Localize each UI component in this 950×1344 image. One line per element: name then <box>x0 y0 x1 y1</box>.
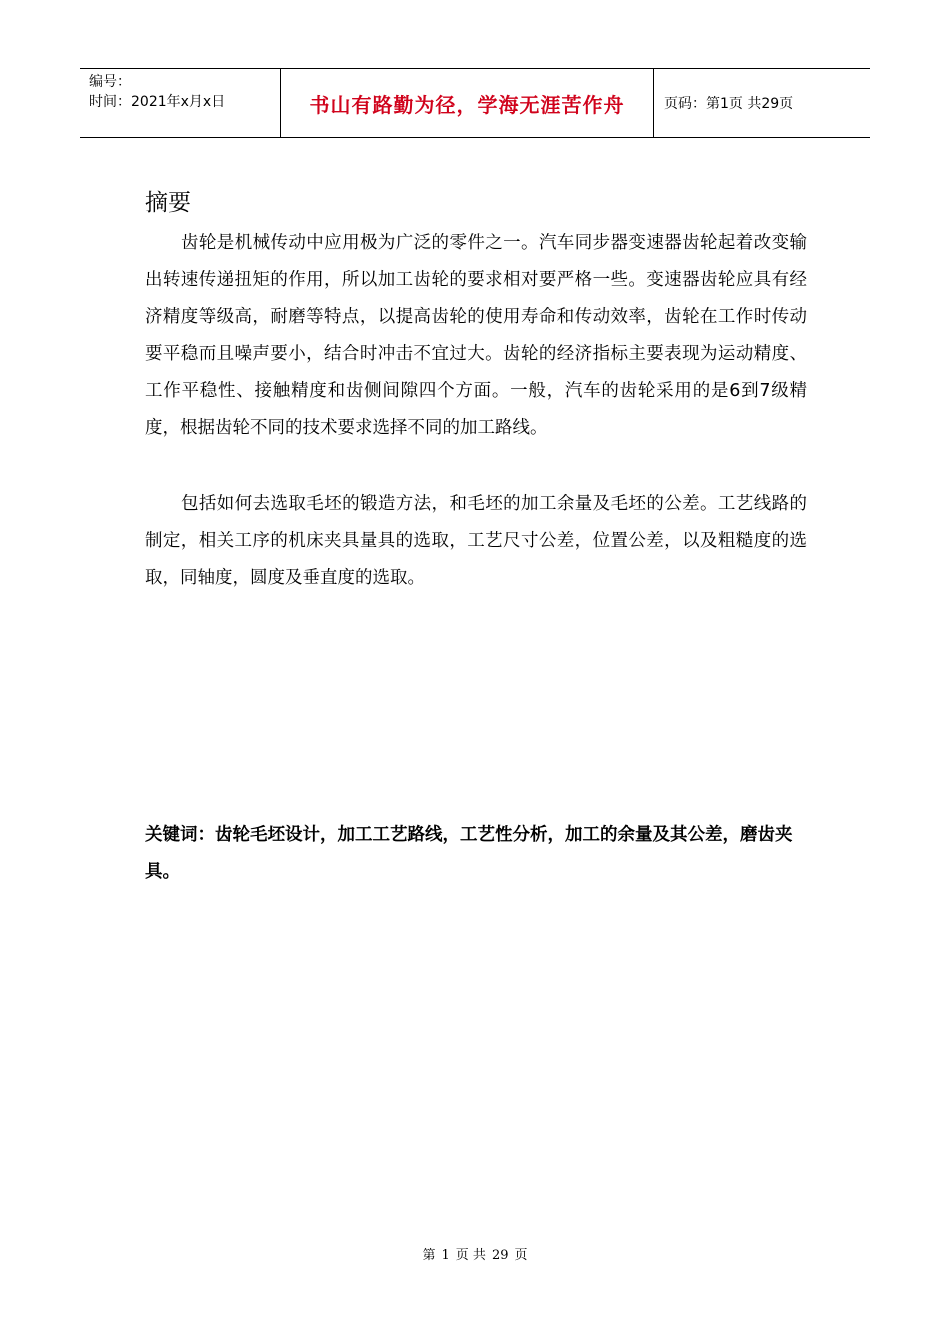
footer-page-number: 1 <box>441 1248 450 1263</box>
header-motto-cell <box>281 69 654 137</box>
abstract-paragraph-2: 包括如何去选取毛坯的锻造方法，和毛坯的加工余量及毛坯的公差。工艺线路的制定，相关工序的机床夹具量具的选取，工艺尺寸公差，位置公差，以及粗糙度的选取，同轴度，圆度及垂直度的选取。 <box>145 494 807 588</box>
footer-prefix: 第 <box>422 1248 436 1263</box>
footer-suffix: 页 <box>514 1248 528 1263</box>
header-meta-cell <box>80 69 281 137</box>
abstract-title: 摘要 <box>145 190 191 216</box>
motto-text: 书山有路勤为径，学海无涯苦作舟 <box>309 92 625 117</box>
keywords: 关键词：齿轮毛坯设计，加工工艺路线，工艺性分析，加工的余量及其公差，磨齿夹具。 <box>145 825 793 882</box>
document-header <box>80 68 870 138</box>
abstract-paragraph-1: 齿轮是机械传动中应用极为广泛的零件之一。汽车同步器变速器齿轮起着改变输出转速传递扭矩的作用，所以加工齿轮的要求相对要严格一些。变速器齿轮应具有经济精度等级高，耐磨等特点，以提高齿轮的使用寿命和传动效率，齿轮在工作时传动要平稳而且噪声要小，结合时冲击不宜过大。齿轮的经济指标主要表现为运动精度、工作平稳性、接触精度和齿侧间隙四个方面。一般，汽车的齿轮采用的是6到7级精度，根据齿轮不同的技术要求选择不同的加工路线。 <box>145 233 807 438</box>
footer-total-pages: 29 <box>491 1248 509 1263</box>
serial-number-label: 编号： <box>89 74 131 90</box>
header-page-cell <box>654 69 870 137</box>
footer-middle: 页 共 <box>455 1248 486 1263</box>
page-info: 页码：第1页 共29页 <box>664 96 794 112</box>
page-footer <box>0 1244 950 1263</box>
date-label: 时间：2021年x月x日 <box>89 94 226 110</box>
